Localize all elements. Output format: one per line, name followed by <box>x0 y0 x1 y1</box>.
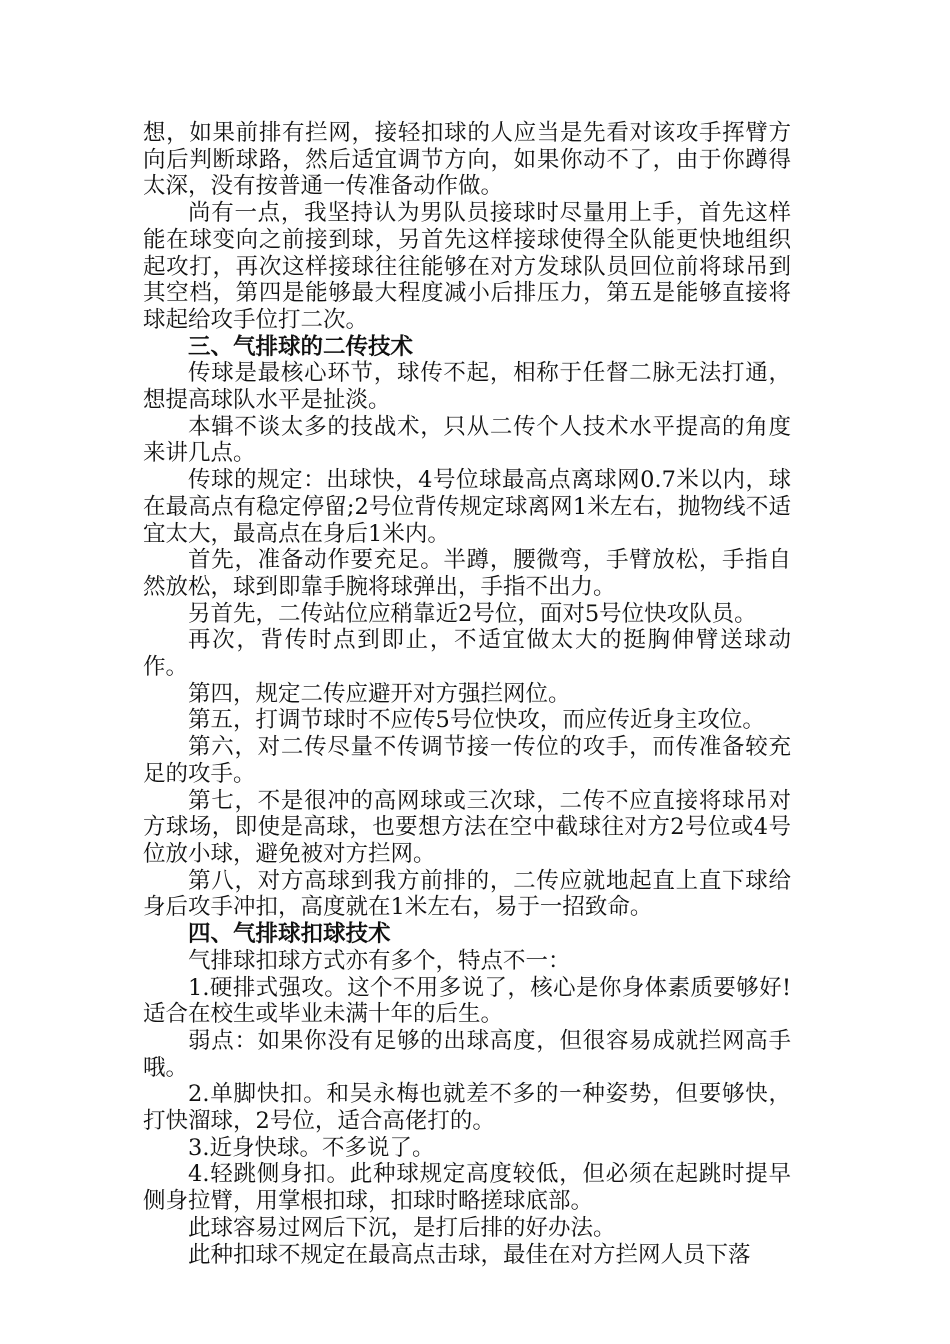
paragraph: 弱点：如果你没有足够的出球高度，但很容易成就拦网高手哦。 <box>143 1027 791 1081</box>
document-page <box>143 120 791 1268</box>
paragraph: 想，如果前排有拦网，接轻扣球的人应当是先看对该攻手挥臂方向后判断球路，然后适宜调节方向，如果你动不了，由于你蹲得太深，没有按普通一传准备动作做。 <box>143 120 791 200</box>
paragraph: 第五，打调节球时不应传5号位快攻，而应传近身主攻位。 <box>188 707 765 734</box>
paragraph: 另首先，二传站位应稍靠近2号位，面对5号位快攻队员。 <box>188 600 757 627</box>
paragraph: 第八，对方高球到我方前排的，二传应就地起直上直下球给身后攻手冲扣，高度就在1米左右，易于一招致命。 <box>143 867 791 921</box>
paragraph: 第六，对二传尽量不传调节接一传位的攻手，而传准备较充足的攻手。 <box>143 734 791 787</box>
paragraph: 再次，背传时点到即止，不适宜做太大的挺胸伸臂送球动作。 <box>143 627 791 681</box>
paragraph: 2.单脚快扣。和吴永梅也就差不多的一种姿势，但要够快，打快溜球，2号位，适合高佬打的。 <box>143 1081 791 1135</box>
paragraph: 此球容易过网后下沉，是打后排的好办法。 <box>188 1214 616 1241</box>
paragraph: 1.硬排式强攻。这个不用多说了，核心是你身体素质要够好!适合在校生或毕业未满十年的后生。 <box>143 974 791 1028</box>
paragraph: 此种扣球不规定在最高点击球，最佳在对方拦网人员下落 <box>188 1241 751 1268</box>
paragraph: 3.近身快球。不多说了。 <box>188 1134 435 1161</box>
section-heading: 四、气排球扣球技术 <box>188 921 391 948</box>
paragraph: 第四，规定二传应避开对方强拦网位。 <box>188 680 571 707</box>
paragraph: 首先，准备动作要充足。半蹲，腰微弯，手臂放松，手指自然放松，球到即靠手腕将球弹出，手指不出力。 <box>143 547 791 600</box>
paragraph: 尚有一点，我坚持认为男队员接球时尽量用上手，首先这样能在球变向之前接到球，另首先这样接球使得全队能更快地组织起攻打，再次这样接球往往能够在对方发球队员回位前将球吊到其空档，第四是能够最大程度减小后排压力，第五是能够直接将球起给攻手位打二次。 <box>143 200 791 333</box>
paragraph: 4.轻跳侧身扣。此种球规定高度较低，但必须在起跳时提早侧身拉臂，用掌根扣球，扣球时略搓球底部。 <box>143 1161 791 1215</box>
section-heading: 三、气排球的二传技术 <box>188 333 414 360</box>
paragraph: 传球的规定：出球快，4号位球最高点离球网0.7米以内，球在最高点有稳定停留;2号位背传规定球离网1米左右，抛物线不适宜太大，最高点在身后1米内。 <box>143 467 791 547</box>
paragraph: 本辑不谈太多的技战术，只从二传个人技术水平提高的角度来讲几点。 <box>143 413 791 467</box>
paragraph: 气排球扣球方式亦有多个，特点不一： <box>188 947 571 974</box>
paragraph: 第七，不是很冲的高网球或三次球，二传不应直接将球吊对方球场，即使是高球，也要想方法在空中截球往对方2号位或4号位放小球，避免被对方拦网。 <box>143 787 791 867</box>
paragraph: 传球是最核心环节，球传不起，相称于任督二脉无法打通，想提高球队水平是扯淡。 <box>143 360 791 414</box>
